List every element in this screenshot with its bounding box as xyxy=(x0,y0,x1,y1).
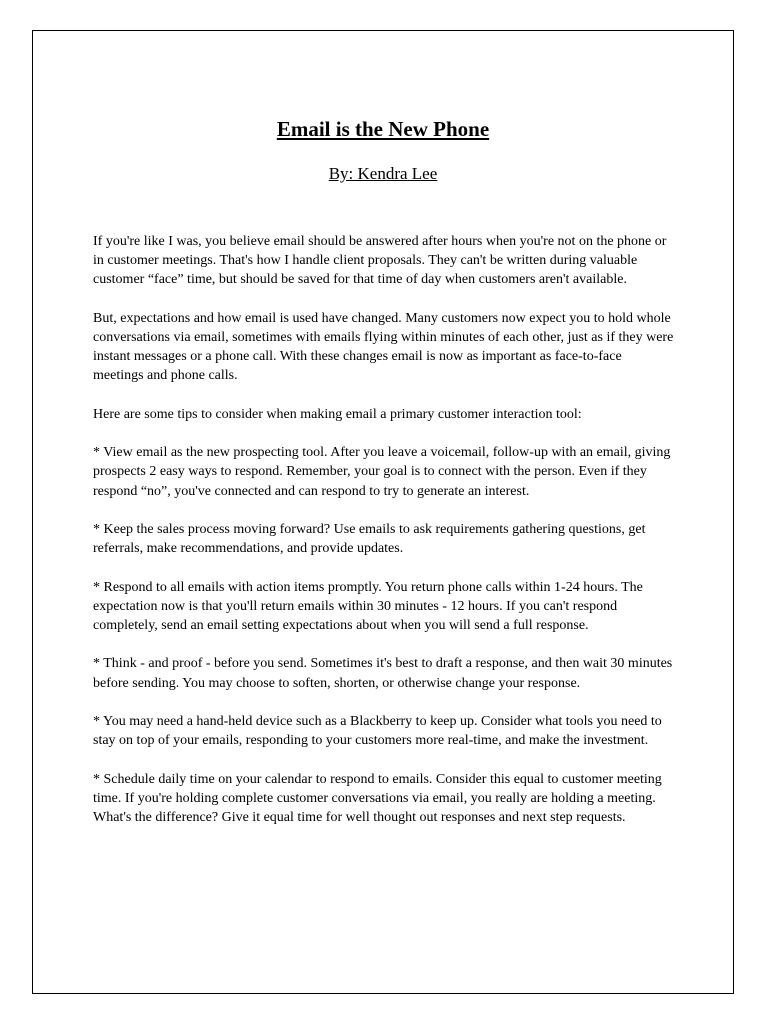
document-title: Email is the New Phone xyxy=(276,117,490,141)
paragraph-tips-intro: Here are some tips to consider when making email a primary customer interaction tool: xyxy=(93,406,582,422)
tip-hand-held-device: * You may need a hand-held device such as a Blackberry to keep up. Consider what tools you need to stay on top of your emails, responding to your customers more real-time, and make the investment. xyxy=(93,713,662,749)
document-body xyxy=(93,232,675,846)
tip-schedule-time: * Schedule daily time on your calendar to respond to emails. Consider this equal to customer meeting time. If you're holding complete customer conversations via email, you really are holding a meeting. What's the difference? Give it equal time for well thought out responses and next step requests. xyxy=(93,771,662,825)
document-byline: By: Kendra Lee xyxy=(328,164,438,183)
paragraph-intro: If you're like I was, you believe email should be answered after hours when you're not on the phone or in customer meetings. That's how I handle client proposals. They can't be written during valuable customer “face” time, but should be saved for that time of day when customers aren't available. xyxy=(93,234,667,288)
document-page xyxy=(32,30,734,994)
paragraph-expectations: But, expectations and how email is used have changed. Many customers now expect you to hold whole conversations via email, sometimes with emails flying within minutes of each other, just as if they were instant messages or a phone call. With these changes email is now as important as face-to-face meetings and phone calls. xyxy=(93,310,674,384)
tip-proof: * Think - and proof - before you send. Sometimes it's best to draft a response, and then wait 30 minutes before sending. You may choose to soften, shorten, or otherwise change your response. xyxy=(93,656,673,691)
tip-prospecting: * View email as the new prospecting tool. After you leave a voicemail, follow-up with an email, giving prospects 2 easy ways to respond. Remember, your goal is to connect with the person. Even if they respond “no”, you've connected and can respond to try to generate an interest. xyxy=(93,445,671,499)
tip-sales-process: * Keep the sales process moving forward? Use emails to ask requirements gathering questions, get referrals, make recommendations, and provide updates. xyxy=(93,521,646,557)
tip-respond-promptly: * Respond to all emails with action items promptly. You return phone calls within 1-24 hours. The expectation now is that you'll return emails within 30 minutes - 12 hours. If you can't respond completely, send an email setting expectations about when you will send a full response. xyxy=(93,579,643,633)
